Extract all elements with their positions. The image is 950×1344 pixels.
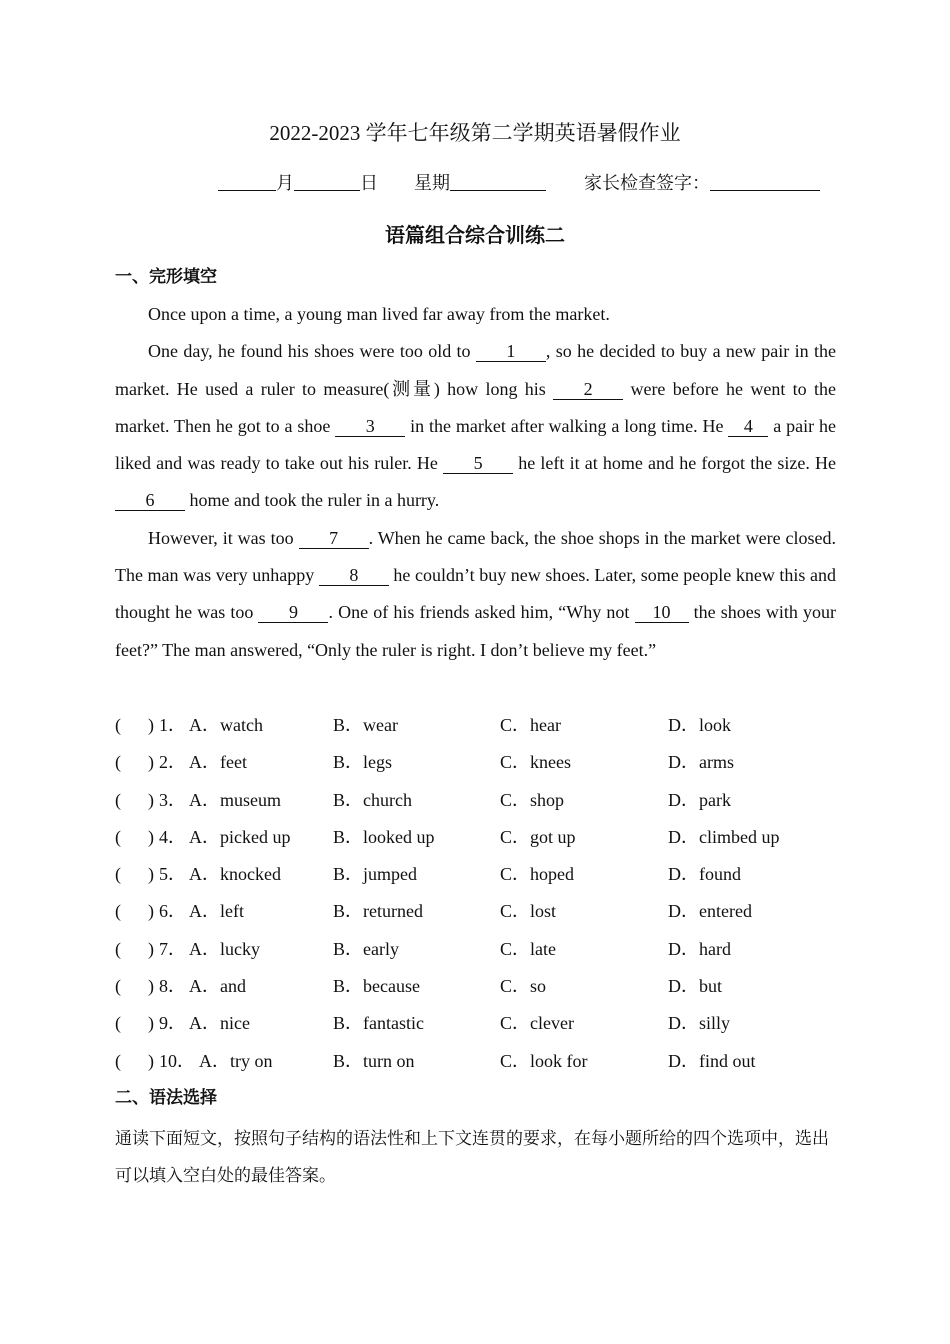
option-b[interactable]: B．church xyxy=(333,790,412,810)
option-a[interactable]: A．lucky xyxy=(189,939,260,959)
question-number: 3． xyxy=(159,790,186,810)
parent-sign-label: 家长检查签字： xyxy=(584,173,710,193)
blank-10[interactable]: 10 xyxy=(635,602,689,623)
question-row xyxy=(115,825,836,862)
answer-bracket-close: ) xyxy=(148,864,154,884)
option-a[interactable]: A．feet xyxy=(189,752,247,772)
option-c[interactable]: C．clever xyxy=(500,1013,574,1033)
option-b[interactable]: B．looked up xyxy=(333,827,435,847)
option-b[interactable]: B．legs xyxy=(333,752,393,772)
blank-4[interactable]: 4 xyxy=(728,416,768,437)
option-b[interactable]: B．turn on xyxy=(333,1051,415,1071)
option-d[interactable]: D．entered xyxy=(668,901,752,921)
option-c[interactable]: C．hoped xyxy=(500,864,574,884)
cloze-passage xyxy=(115,296,836,669)
worksheet-subtitle: 语篇组合综合训练二 xyxy=(385,223,565,247)
option-b[interactable]: B．fantastic xyxy=(333,1013,424,1033)
month-blank[interactable] xyxy=(218,170,276,191)
weekday-label: 星期 xyxy=(414,173,450,193)
option-c[interactable]: C．late xyxy=(500,939,556,959)
answer-bracket-open[interactable]: ( xyxy=(115,827,121,847)
question-number: 5． xyxy=(159,864,186,884)
question-number: 8． xyxy=(159,976,186,996)
option-b[interactable]: B．jumped xyxy=(333,864,417,884)
option-a[interactable]: A．nice xyxy=(189,1013,250,1033)
question-row xyxy=(115,937,836,974)
option-c[interactable]: C．look for xyxy=(500,1051,588,1071)
option-c[interactable]: C．hear xyxy=(500,715,561,735)
option-a[interactable]: A．left xyxy=(189,901,244,921)
question-row xyxy=(115,750,836,787)
question-row xyxy=(115,974,836,1011)
answer-bracket-open[interactable]: ( xyxy=(115,715,121,735)
option-c[interactable]: C．got up xyxy=(500,827,576,847)
answer-bracket-open[interactable]: ( xyxy=(115,939,121,959)
option-d[interactable]: D．park xyxy=(668,790,731,810)
answer-bracket-close: ) xyxy=(148,976,154,996)
blank-9[interactable]: 9 xyxy=(258,602,328,623)
question-row xyxy=(115,862,836,899)
option-a[interactable]: A．knocked xyxy=(189,864,281,884)
option-d[interactable]: D．found xyxy=(668,864,741,884)
blank-3[interactable]: 3 xyxy=(335,416,405,437)
option-a[interactable]: A．museum xyxy=(189,790,281,810)
option-b[interactable]: B．returned xyxy=(333,901,423,921)
answer-bracket-close: ) xyxy=(148,901,154,921)
question-number: 1． xyxy=(159,715,186,735)
section2-heading: 二、语法选择 xyxy=(115,1088,217,1108)
answer-bracket-open[interactable]: ( xyxy=(115,864,121,884)
option-a[interactable]: A．picked up xyxy=(189,827,291,847)
option-a[interactable]: A．and xyxy=(189,976,246,996)
option-d[interactable]: D．arms xyxy=(668,752,734,772)
answer-bracket-close: ) xyxy=(148,939,154,959)
option-a[interactable]: A．try on xyxy=(199,1051,273,1071)
answer-bracket-open[interactable]: ( xyxy=(115,976,121,996)
question-row xyxy=(115,713,836,750)
question-number: 4． xyxy=(159,827,186,847)
question-number: 2． xyxy=(159,752,186,772)
question-row xyxy=(115,1011,836,1048)
option-d[interactable]: D．look xyxy=(668,715,731,735)
answer-bracket-open[interactable]: ( xyxy=(115,1013,121,1033)
answer-bracket-close: ) xyxy=(148,752,154,772)
option-d[interactable]: D．hard xyxy=(668,939,731,959)
option-b[interactable]: B．early xyxy=(333,939,399,959)
answer-bracket-close: ) xyxy=(148,1051,154,1071)
option-d[interactable]: D．find out xyxy=(668,1051,756,1071)
worksheet-title: 2022-2023 学年七年级第二学期英语暑假作业 xyxy=(269,121,681,145)
answer-bracket-close: ) xyxy=(148,715,154,735)
answer-bracket-open[interactable]: ( xyxy=(115,901,121,921)
option-d[interactable]: D．but xyxy=(668,976,722,996)
blank-8[interactable]: 8 xyxy=(319,565,389,586)
passage-paragraph-1: Once upon a time, a young man lived far away from the market. xyxy=(148,304,610,324)
month-label: 月 xyxy=(276,173,294,193)
answer-bracket-close: ) xyxy=(148,790,154,810)
question-row xyxy=(115,1049,836,1086)
option-b[interactable]: B．because xyxy=(333,976,420,996)
question-number: 9． xyxy=(159,1013,186,1033)
section1-heading: 一、完形填空 xyxy=(115,267,217,287)
option-b[interactable]: B．wear xyxy=(333,715,398,735)
answer-bracket-close: ) xyxy=(148,827,154,847)
instruction-text: 通读下面短文，按照句子结构的语法性和上下文连贯的要求，在每小题所给的四个选项中，选出可以填入空白处的最佳答案。 xyxy=(115,1129,829,1186)
date-signature-line xyxy=(218,170,838,196)
question-number: 7． xyxy=(159,939,186,959)
blank-6[interactable]: 6 xyxy=(115,490,185,511)
blank-5[interactable]: 5 xyxy=(443,453,513,474)
option-c[interactable]: C．so xyxy=(500,976,547,996)
question-row xyxy=(115,899,836,936)
blank-2[interactable]: 2 xyxy=(553,379,623,400)
option-c[interactable]: C．shop xyxy=(500,790,565,810)
answer-bracket-open[interactable]: ( xyxy=(115,752,121,772)
blank-7[interactable]: 7 xyxy=(299,528,369,549)
day-label: 日 xyxy=(360,173,378,193)
blank-1[interactable]: 1 xyxy=(476,341,546,362)
passage-paragraph-3: However, it was too 7 . When he came back, the shoe shops in the market were closed. The man was very unhappy 8 he couldn’t buy new shoes. Later, some people knew this and thought he was too 9 . One of his friends asked him, “Why not 10 the shoes with your feet?” The man answered, “Only the ruler is right. I don’t believe my feet.” xyxy=(115,527,837,660)
day-blank[interactable] xyxy=(294,170,360,191)
option-d[interactable]: D．silly xyxy=(668,1013,731,1033)
option-d[interactable]: D．climbed up xyxy=(668,827,780,847)
question-number: 10． xyxy=(159,1051,195,1071)
question-number: 6． xyxy=(159,901,186,921)
question-row xyxy=(115,788,836,825)
option-c[interactable]: C．knees xyxy=(500,752,571,772)
parent-sign-blank[interactable] xyxy=(710,170,820,191)
weekday-blank[interactable] xyxy=(450,170,546,191)
passage-paragraph-2: One day, he found his shoes were too old to 1 , so he decided to buy a new pair in the market. He used a ruler to measure(测量) how long his 2 were before he went to the market. Then he got to a shoe 3 in the market after walking a long time. He 4 a pair he liked and was ready to take out his ruler. He 5 he left it at home and he forgot the size. He 6 home and took the ruler in a hurry. xyxy=(115,341,836,511)
answer-bracket-close: ) xyxy=(148,1013,154,1033)
option-c[interactable]: C．lost xyxy=(500,901,557,921)
section2-instruction xyxy=(115,1121,836,1195)
option-a[interactable]: A．watch xyxy=(189,715,263,735)
answer-bracket-open[interactable]: ( xyxy=(115,1051,121,1071)
answer-bracket-open[interactable]: ( xyxy=(115,790,121,810)
